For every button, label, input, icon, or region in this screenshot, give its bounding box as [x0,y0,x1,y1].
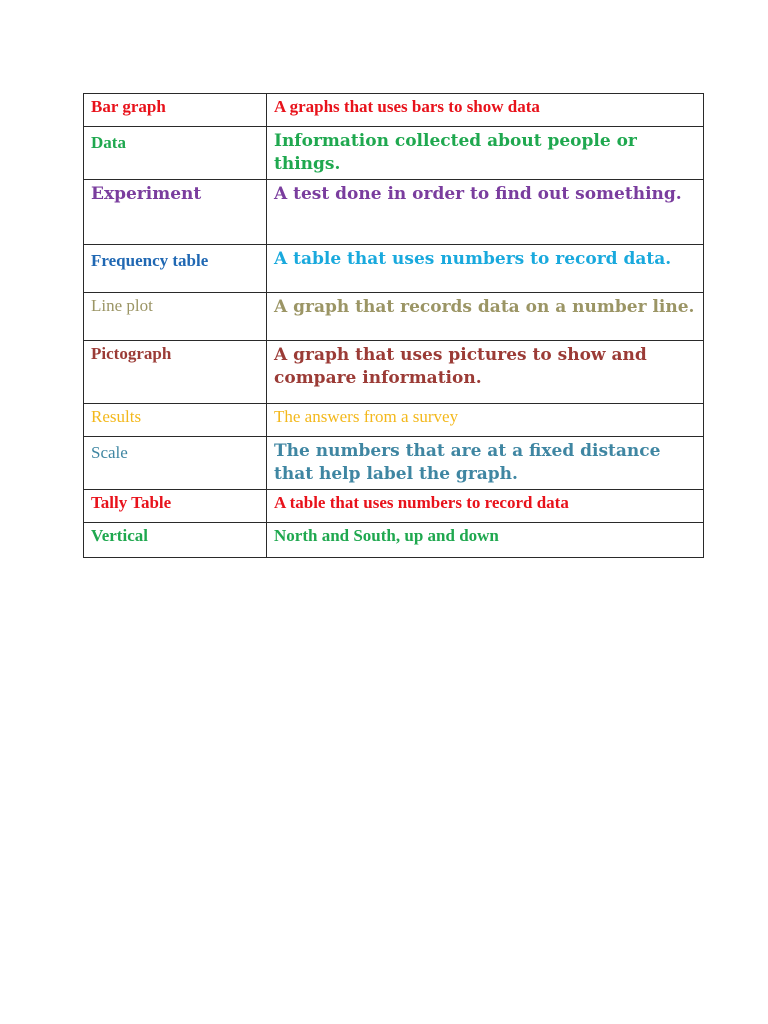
term-cell [84,94,267,127]
table-row [84,293,704,341]
term-cell [84,490,267,523]
term-frequency-table: Frequency table [91,251,209,270]
definition-cell [267,293,704,341]
table-row [84,404,704,437]
definition-scale: The numbers that are at a fixed distance that help label the graph. [274,441,661,484]
table-row [84,94,704,127]
definition-cell [267,94,704,127]
definition-cell [267,523,704,558]
definition-bar-graph: A graphs that uses bars to show data [274,97,540,116]
table-row [84,523,704,558]
table-row [84,245,704,293]
term-bar-graph: Bar graph [91,97,166,116]
term-pictograph: Pictograph [91,344,172,363]
term-data: Data [91,133,126,152]
term-results: Results [91,407,142,426]
definition-cell [267,490,704,523]
term-cell [84,523,267,558]
definition-tally-table: A table that uses numbers to record data [274,493,569,512]
definition-pictograph: A graph that uses pictures to show and compare information. [274,345,647,388]
definition-experiment: A test done in order to find out something. [274,184,682,204]
definition-data: Information collected about people or things. [274,131,637,174]
term-cell [84,127,267,180]
term-tally-table: Tally Table [91,493,172,512]
definition-cell [267,127,704,180]
term-cell [84,437,267,490]
definition-line-plot: A graph that records data on a number line. [274,297,695,317]
table-row [84,490,704,523]
vocabulary-table [83,93,704,558]
term-vertical: Vertical [91,526,148,545]
term-cell [84,180,267,245]
term-experiment: Experiment [91,184,202,204]
definition-cell [267,404,704,437]
table-row [84,180,704,245]
definition-cell [267,245,704,293]
table-row [84,341,704,404]
definition-cell [267,180,704,245]
term-line-plot: Line plot [91,296,153,315]
table-row [84,127,704,180]
definition-frequency-table: A table that uses numbers to record data. [274,249,672,269]
term-scale: Scale [91,443,128,462]
definition-cell [267,341,704,404]
term-cell [84,404,267,437]
term-cell [84,341,267,404]
definition-cell [267,437,704,490]
term-cell [84,293,267,341]
term-cell [84,245,267,293]
definition-results: The answers from a survey [274,407,459,426]
table-row [84,437,704,490]
definition-vertical: North and South, up and down [274,526,499,545]
